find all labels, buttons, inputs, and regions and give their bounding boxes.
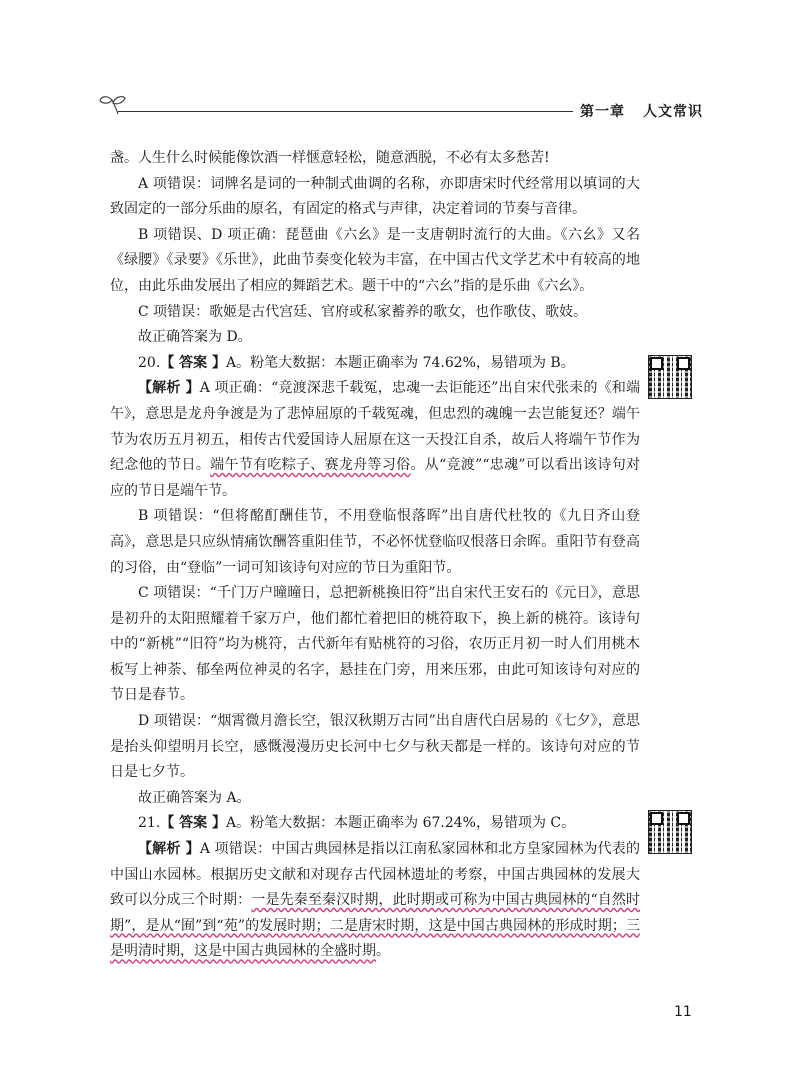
paragraph: B 项错误、D 项正确：琵琶曲《六幺》是一支唐朝时流行的大曲。《六幺》又名《绿腰》《录要》《乐世》，此曲节奏变化较为丰富，在中国古代文学艺术中有较高的地位，由此乐曲发展出了相应的舞蹈艺术。题干中的“六幺”指的是乐曲《六幺》。 bbox=[110, 226, 640, 294]
analysis-label: 【解析 】 bbox=[138, 380, 200, 397]
answer-text: A。粉笔大数据：本题正确率为 74.62%，易错项为 B。 bbox=[226, 354, 575, 371]
answer-label: 【 答案 】 bbox=[160, 815, 227, 832]
running-header bbox=[580, 101, 703, 121]
page-number: 11 bbox=[674, 1004, 692, 1020]
answer-label: 【 答案 】 bbox=[160, 354, 227, 371]
highlighted-text: 端午节有吃粽子、赛龙舟等习俗 bbox=[210, 457, 411, 474]
question-number: 21. bbox=[138, 815, 161, 832]
analysis-text: A 项正确：“竞渡深悲千载冤，忠魂一去讵能还”出自宋代张耒的《和端午》，意思是龙舟争渡是为了悲悼屈原的千载冤魂，但忠烈的魂魄一去岂能复还？端午节为农历五月初五，相传古代爱国诗人屈原在这一天投江自杀，故后人将端午节作为纪念他的节日。 bbox=[110, 380, 641, 474]
paragraph: D 项错误：“烟霄微月澹长空，银汉秋期万古同”出自唐代白居易的《七夕》，意思是抬头仰望明月长空，感慨漫漫历史长河中七夕与秋天都是一样的。该诗句对应的节日是七夕节。 bbox=[110, 713, 640, 781]
paragraph: 盏。人生什么时候能像饮酒一样惬意轻松，随意洒脱，不必有太多愁苦! bbox=[110, 150, 550, 166]
paragraph: B 项错误：“但将酩酊酬佳节，不用登临恨落晖”出自唐代杜牧的《九日齐山登高》，意思是只应纵情痛饮酬答重阳佳节，不必怀忧登临叹恨落日余晖。重阳节有登高的习俗，由“登临”一词可知该诗句对应的节日为重阳节。 bbox=[110, 508, 640, 576]
answer-line-21 bbox=[110, 811, 640, 837]
chapter-title: 人文常识 bbox=[643, 104, 703, 120]
page-body bbox=[110, 146, 640, 965]
analysis-text: 。从“竞渡”“忠魂”可以看出该诗句对应的节日是端午节。 bbox=[110, 457, 641, 499]
answer-line-20 bbox=[110, 351, 640, 377]
header-divider bbox=[118, 111, 573, 112]
paragraph: C 项错误：“千门万户曈曈日，总把新桃换旧符”出自宋代王安石的《元日》，意思是初升的太阳照耀着千家万户，他们都忙着把旧的桃符取下，换上新的桃符。该诗句中的“新桃”“旧符”均为桃符，古代新年有贴桃符的习俗，农历正月初一时人们用桃木板写上神荼、郁垒两位神灵的名字，悬挂在门旁，用来压邪，由此可知该诗句对应的节日是春节。 bbox=[110, 585, 640, 704]
paragraph: 故正确答案为 A。 bbox=[138, 789, 251, 806]
analysis-label: 【解析 】 bbox=[138, 841, 200, 858]
analysis-text: 。 bbox=[376, 943, 390, 960]
analysis-21 bbox=[110, 837, 640, 965]
analysis-20 bbox=[110, 376, 640, 504]
analysis-text: A 项错误：中国古典园林是指以江南私家园林和北方皇家园林为代表的中国山水园林。根据历史文献和对现存古代园林遗址的考察，中国古典园林的发展大致可以分成三个时期： bbox=[110, 841, 640, 909]
chapter-number: 第一章 bbox=[580, 104, 625, 120]
paragraph: A 项错误：词牌名是词的一种制式曲调的名称，亦即唐宋时代经常用以填词的大致固定的一部分乐曲的原名，有固定的格式与声律，决定着词的节奏与音律。 bbox=[110, 175, 640, 218]
sprout-ornament-icon bbox=[98, 94, 128, 116]
question-number: 20. bbox=[138, 354, 161, 371]
highlighted-text: 一是先秦至秦汉时期，此时期或可称为中国古典园林的“自然时期”，是从“囿”到“苑”的发展时期；二是唐宋时期，这是中国古典园林的形成时期；三是明清时期，这是中国古典园林的全盛时期 bbox=[110, 892, 641, 960]
answer-text: A。粉笔大数据：本题正确率为 67.24%，易错项为 C。 bbox=[226, 815, 576, 832]
qr-code-q21 bbox=[648, 810, 692, 854]
qr-code-q20 bbox=[648, 355, 692, 399]
paragraph: 故正确答案为 D。 bbox=[138, 329, 252, 346]
paragraph: C 项错误：歌姬是古代宫廷、官府或私家蓄养的歌女，也作歌伎、歌妓。 bbox=[138, 303, 588, 320]
